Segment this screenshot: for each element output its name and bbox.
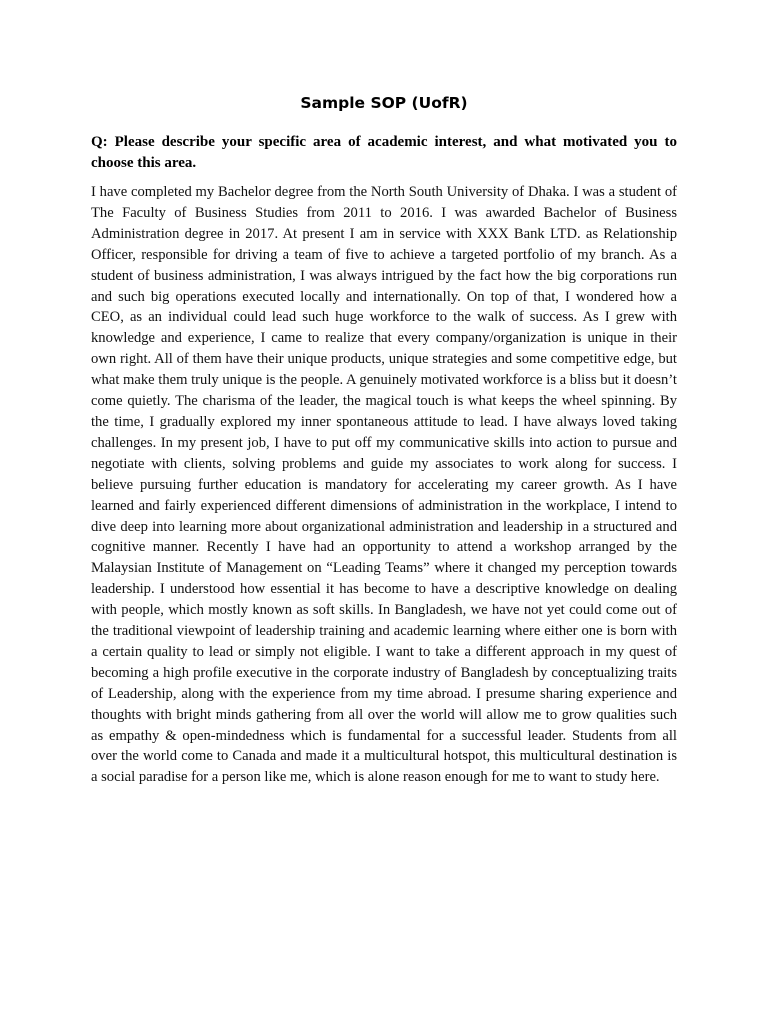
question-text: Q: Please describe your specific area of academic interest, and what motivated you to choose this area. [91,134,677,171]
document-title: Sample SOP (UofR) [300,94,468,112]
body-paragraph: I have completed my Bachelor degree from the North South University of Dhaka. I was a student of The Faculty of Business Studies from 2011 to 2016. I was awarded Bachelor of Business Administration degree in 2017. At present I am in service with XXX Bank LTD. as Relationship Officer, responsible for driving a team of five to achieve a targeted portfolio of my branch. As a student of business administration, I was always intrigued by the fact how the big corporations run and such big operations executed locally and internationally. On top of that, I wondered how a CEO, as an individual could lead such huge workforce to the walk of success. As I grew with knowledge and experience, I came to realize that every company/organization is unique in their own right. All of them have their unique products, unique strategies and some competitive edge, but what make them truly unique is the people. A genuinely motivated workforce is a bliss but it doesn’t come quietly. The charisma of the leader, the magical touch is what keeps the wheel spinning. By the time, I gradually explored my inner spontaneous attitude to lead. I have always loved taking challenges. In my present job, I have to put off my communicative skills into action to pursue and negotiate with clients, solving problems and guide my associates to work along for success. I believe pursuing further education is mandatory for accelerating my career growth. As I have learned and fairly experienced different dimensions of administration in the workplace, I intend to dive deep into learning more about organizational administration and leadership in a structured and cognitive manner. Recently I have had an opportunity to attend a workshop arranged by the Malaysian Institute of Management on “Leading Teams” where it changed my perception towards leadership. I understood how essential it has become to have a descriptive knowledge on dealing with people, which mostly known as soft skills. In Bangladesh, we have not yet could come out of the traditional viewpoint of leadership training and academic learning where either one is born with a certain quality to lead or simply not eligible. I want to take a different approach in my quest of becoming a high profile executive in the corporate industry of Bangladesh by conceptualizing traits of Leadership, along with the experience from my time abroad. I presume sharing experience and thoughts with bright minds gathering from all over the world will allow me to grow qualities such as empathy & open-mindedness which is fundamental for a successful leader. Students from all over the world come to Canada and made it a multicultural hotspot, this multicultural destination is a social paradise for a person like me, which is alone reason enough for me to want to study here. [91,184,677,786]
